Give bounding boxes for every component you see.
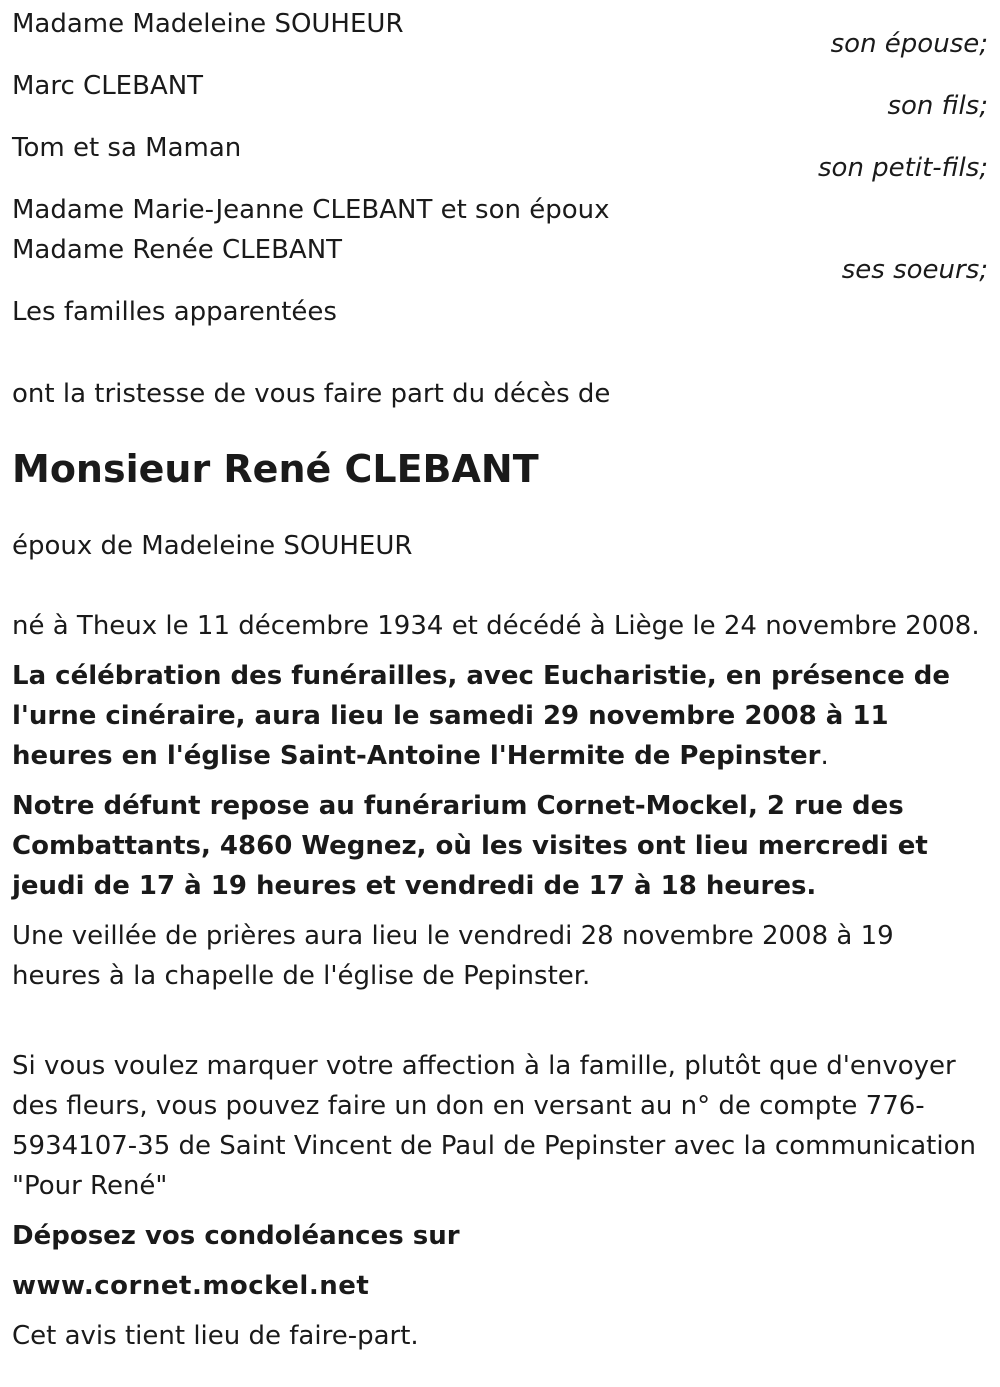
family-member-role: son épouse; xyxy=(830,29,988,59)
spouse-line: époux de Madeleine SOUHEUR xyxy=(12,531,413,561)
family-entry-grandson xyxy=(12,128,988,186)
condolences-label: Déposez vos condoléances sur xyxy=(12,1221,460,1251)
relatives-line: Les familles apparentées xyxy=(12,297,337,327)
funerarium-paragraph: Notre défunt repose au funérarium Cornet-Mockel, 2 rue des Combattants, 4860 Wegnez, où les visites ont lieu mercredi et jeudi de 17 à 19 heures et vendredi de 17 à 18 heures. xyxy=(12,791,928,901)
obituary-notice xyxy=(12,4,988,1356)
family-member-role: son fils; xyxy=(887,91,988,121)
family-entry-son xyxy=(12,66,988,124)
ceremony-text: La célébration des funérailles, avec Eucharistie, en présence de l'urne cinéraire, aura lieu le samedi 29 novembre 2008 à 11 heures en l'église Saint-Antoine l'Hermite de Pepinster xyxy=(12,661,951,771)
family-member-name: Madame Madeleine SOUHEUR xyxy=(12,9,404,39)
notice-line: Cet avis tient lieu de faire-part. xyxy=(12,1321,419,1351)
sister-name: Madame Marie-Jeanne CLEBANT et son époux xyxy=(12,195,610,225)
birth-death-line: né à Theux le 11 décembre 1934 et décédé à Liège le 24 novembre 2008. xyxy=(12,611,980,641)
family-member-name: Marc CLEBANT xyxy=(12,71,204,101)
ceremony-period: . xyxy=(820,741,829,771)
family-entry-spouse xyxy=(12,4,988,62)
website-link[interactable]: www.cornet.mockel.net xyxy=(12,1271,370,1301)
family-member-role: son petit-fils; xyxy=(817,153,988,183)
family-member-role: ses soeurs; xyxy=(841,255,988,285)
family-entry-sisters xyxy=(12,190,988,288)
vigil-paragraph: Une veillée de prières aura lieu le vendredi 28 novembre 2008 à 19 heures à la chapelle de l'église de Pepinster. xyxy=(12,921,894,991)
donation-paragraph: Si vous voulez marquer votre affection à la famille, plutôt que d'envoyer des fleurs, vous pouvez faire un don en versant au n° de compte 776-5934107-35 de Saint Vincent de Paul de Pepinster avec la communication "Pour René" xyxy=(12,1051,976,1201)
family-member-name: Tom et sa Maman xyxy=(12,133,242,163)
sister-name: Madame Renée CLEBANT xyxy=(12,235,343,265)
ceremony-paragraph xyxy=(12,656,988,776)
deceased-name: Monsieur René CLEBANT xyxy=(12,447,539,491)
announcement-intro: ont la tristesse de vous faire part du décès de xyxy=(12,379,611,409)
